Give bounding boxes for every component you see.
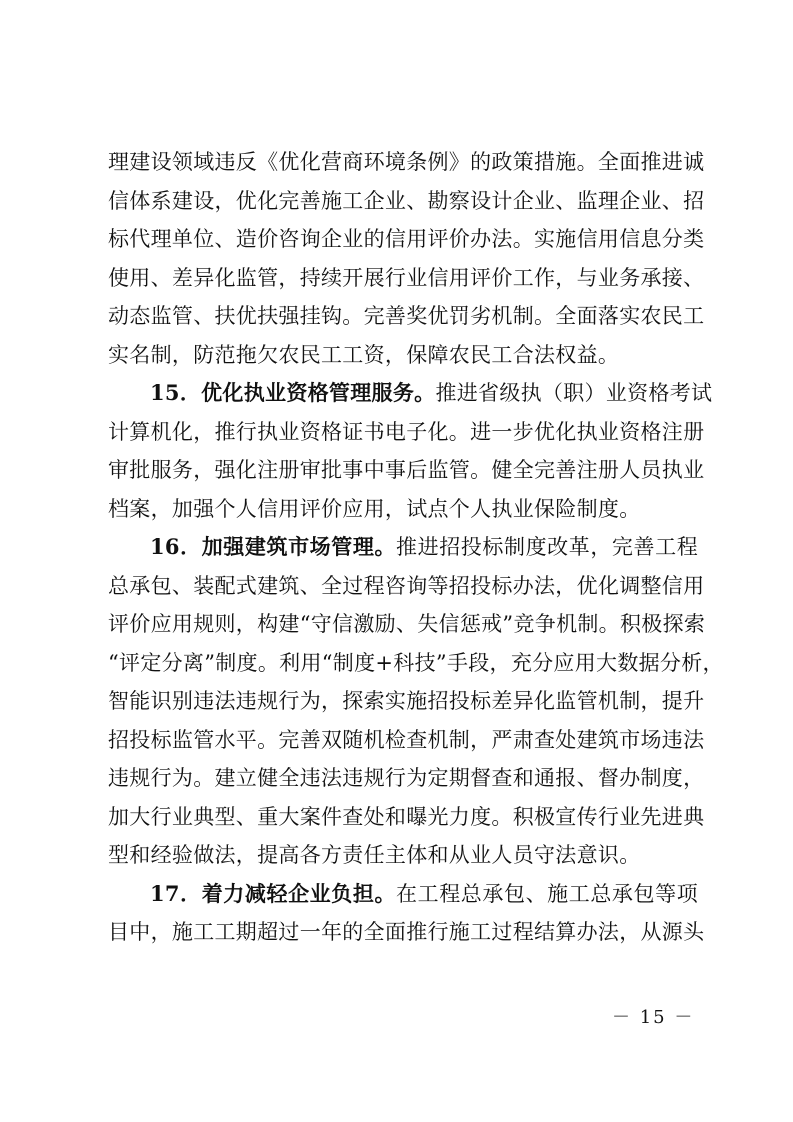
body-text-line: 违规行为。建立健全违法违规行为定期督查和通报、督办制度， bbox=[108, 766, 705, 790]
body-text-line: 计算机化，推行执业资格证书电子化。进一步优化执业资格注册 bbox=[108, 419, 705, 444]
paragraph-17-first-line bbox=[108, 875, 698, 914]
body-text-line: 档案，加强个人信用评价应用，试点个人执业保险制度。 bbox=[108, 496, 641, 521]
body-text-line: 动态监管、扶优扶强挂钩。完善奖优罚劣机制。全面落实农民工 bbox=[108, 304, 705, 328]
body-text-line: 信体系建设，优化完善施工企业、勘察设计企业、监理企业、招 bbox=[108, 188, 705, 213]
item-number: 16． bbox=[150, 534, 202, 559]
body-text-line: 加大行业典型、重大案件查处和曝光力度。积极宣传行业先进典 bbox=[108, 804, 705, 829]
body-text-line: 实名制，防范拖欠农民工工资，保障农民工合法权益。 bbox=[108, 342, 620, 367]
body-text-line: 智能识别违法违规行为，探索实施招投标差异化监管机制，提升 bbox=[108, 689, 705, 713]
body-text-line: 型和经验做法，提高各方责任主体和从业人员守法意识。 bbox=[108, 843, 641, 867]
body-text-line: 评价应用规则，构建“守信激励、失信惩戒”竞争机制。积极探索 bbox=[108, 612, 706, 636]
body-text-line: 理建设领域违反《优化营商环境条例》的政策措施。全面推进诚 bbox=[108, 150, 705, 174]
paragraph-16-first-line bbox=[108, 528, 698, 567]
body-text-line: 标代理单位、造价咨询企业的信用评价办法。实施信用信息分类 bbox=[108, 227, 705, 251]
body-text-line: 目中，施工工期超过一年的全面推行施工过程结算办法，从源头 bbox=[108, 920, 705, 944]
item-heading: 优化执业资格管理服务。 bbox=[201, 380, 436, 405]
body-text-line: 使用、差异化监管，持续开展行业信用评价工作，与业务承接、 bbox=[108, 265, 705, 290]
document-body bbox=[108, 143, 724, 952]
item-number: 15． bbox=[150, 380, 202, 405]
item-heading: 加强建筑市场管理。 bbox=[201, 534, 397, 559]
body-text: 推进省级执（职）业资格考试 bbox=[435, 381, 713, 405]
body-text-line: “评定分离”制度。利用“制度+科技”手段，充分应用大数据分析， bbox=[108, 650, 724, 675]
body-text-line: 招投标监管水平。完善双随机检查机制，严肃查处建筑市场违法 bbox=[108, 727, 705, 752]
item-number: 17． bbox=[150, 880, 202, 906]
page-number: － 15 － bbox=[612, 1007, 695, 1028]
body-text: 在工程总承包、施工总承包等项 bbox=[396, 881, 699, 906]
body-text-line: 总承包、装配式建筑、全过程咨询等招投标办法，优化调整信用 bbox=[108, 573, 705, 598]
body-text: 推进招投标制度改革，完善工程 bbox=[396, 535, 699, 559]
paragraph-15-first-line bbox=[108, 374, 713, 413]
item-heading: 着力减轻企业负担。 bbox=[201, 880, 397, 906]
body-text-line: 审批服务，强化注册审批事中事后监管。健全完善注册人员执业 bbox=[108, 458, 705, 482]
